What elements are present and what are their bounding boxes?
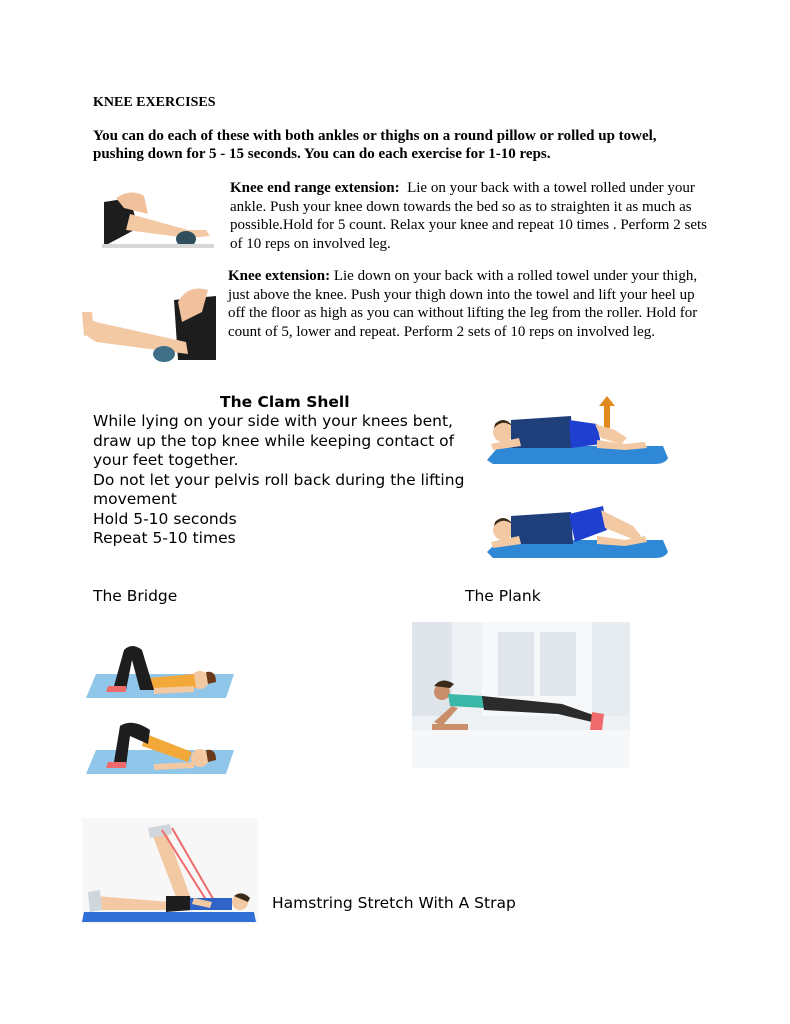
hamstring-stretch-image — [82, 818, 258, 924]
clam-shell-instructions — [93, 412, 483, 549]
clam-shell-raised-image — [485, 394, 670, 468]
hamstring-stretch-label: Hamstring Stretch With A Strap — [272, 894, 516, 912]
clam-shell-line: your feet together. — [93, 451, 239, 469]
exercise-1-description: Lie on your back with a towel rolled under your ankle. Push your knee down towards the bed so as to straighten it as much as possible.Hold for 5 count. Relax your knee and repeat 10 times . Perform 2 sets of 10 reps on involved leg. — [230, 180, 707, 252]
plank-image — [412, 622, 630, 768]
exercise-2-description: Lie down on your back with a rolled towel under your thigh, just above the knee. Push your thigh down into the towel and lift your heel up off the floor as high as you can without lifting the leg from the roller. Hold for count of 5, lower and repeat. Perform 2 sets of 10 reps on involved leg. — [228, 268, 698, 340]
clam-shell-line: While lying on your side with your knees bent, — [93, 412, 453, 430]
bridge-lifted-image — [84, 718, 236, 776]
exercise-2-text — [228, 267, 708, 341]
clam-shell-resting-image — [485, 500, 670, 562]
exercise-2-name: Knee extension: — [228, 268, 331, 284]
exercise-1-text — [230, 179, 710, 253]
clam-shell-title: The Clam Shell — [220, 393, 350, 411]
intro-paragraph: You can do each of these with both ankles or thighs on a round pillow or rolled up towel, pushing down for 5 - 15 seconds. You can do each exercise for 1-10 reps. — [93, 128, 657, 162]
knee-end-range-extension-image — [102, 184, 214, 250]
plank-label: The Plank — [465, 587, 541, 605]
clam-shell-line: Do not let your pelvis roll back during the lifting — [93, 470, 465, 489]
clam-shell-line: Repeat 5-10 times — [93, 529, 236, 547]
clam-shell-line: Hold 5-10 seconds — [93, 509, 237, 528]
arrow-up-icon — [599, 396, 615, 428]
clam-shell-line: movement — [93, 490, 177, 508]
bridge-start-image — [84, 642, 236, 700]
document-title: KNEE EXERCISES — [93, 95, 216, 110]
knee-extension-image — [82, 282, 216, 364]
bridge-label: The Bridge — [93, 587, 178, 605]
exercise-1-name: Knee end range extension: — [230, 180, 400, 196]
clam-shell-line: draw up the top knee while keeping contact of — [93, 431, 455, 450]
